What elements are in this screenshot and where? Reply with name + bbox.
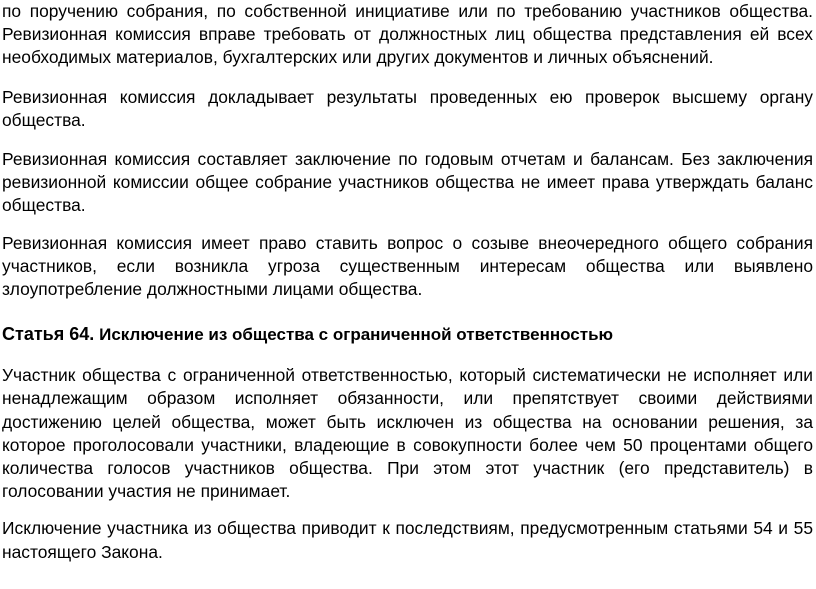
- article-number: Статья 64.: [2, 324, 95, 345]
- paragraph-audit-request: по поручению собрания, по собственной инициативе или по требованию участников общества. Ревизионная комиссия вправе требовать от должностных лиц общества представления ей всех необходимых материалов, бухгалтерских или других документов и личных объяснений.: [2, 1, 813, 68]
- paragraph-audit-conclusion: Ревизионная комиссия составляет заключение по годовым отчетам и балансам. Без заключения ревизионной комиссии общее собрание участников общества не имеет права утверждать баланс общества.: [2, 149, 813, 216]
- document-page: [2, 0, 813, 564]
- article-heading: [2, 323, 813, 346]
- paragraph-exclusion-consequences: Исключение участника из общества приводит к последствиям, предусмотренным статьями 54 и 55 настоящего Закона.: [2, 518, 813, 562]
- paragraph-audit-report: Ревизионная комиссия докладывает результаты проведенных ею проверок высшему органу общества.: [2, 86, 813, 130]
- article-title: Исключение из общества с ограниченной ответственностью: [99, 325, 614, 345]
- paragraph-exclusion-rule: Участник общества с ограниченной ответственностью, который систематически не исполняет или ненадлежащим образом исполняет обязанности, или препятствует своими действиями достижению целей общества, может быть исключен из общества на основании решения, за которое проголосовали участники, владеющие в совокупности более чем 50 процентами общего количества голосов участников общества. При этом этот участник (его представитель) в голосовании участия не принимает.: [2, 365, 813, 502]
- paragraph-audit-extraordinary-meeting: Ревизионная комиссия имеет право ставить вопрос о созыве внеочередного общего собрания участников, если возникла угроза существенным интересам общества или выявлено злоупотребление должностными лицами общества.: [2, 232, 813, 300]
